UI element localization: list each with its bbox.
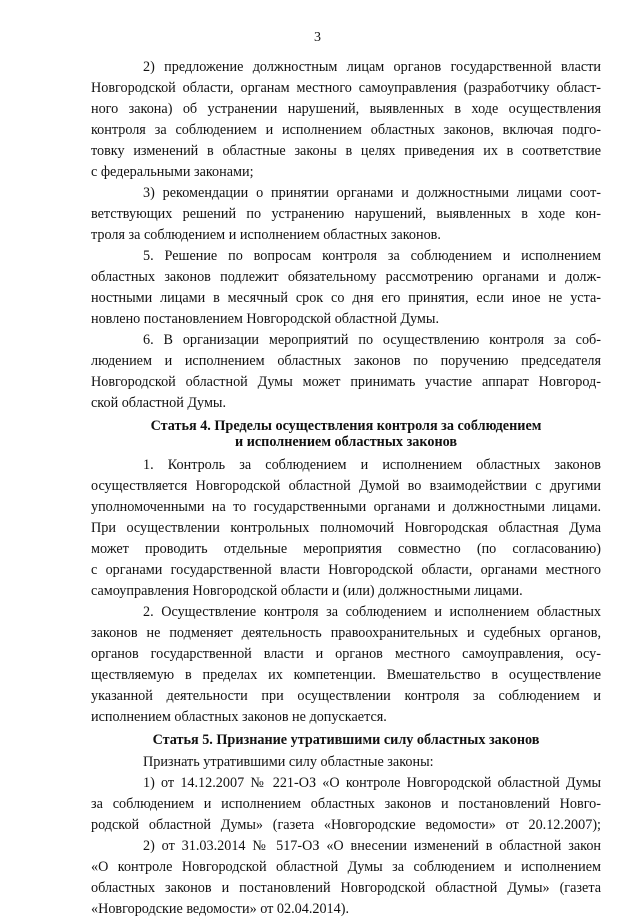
text-line: «О контроле Новгородской областной Думы за соблюдением и исполнением [91,859,601,875]
text-line: 2. Осуществление контроля за соблюдением и исполнением областных [143,604,601,620]
article-5-heading: Статья 5. Признание утратившими силу областных законов [152,732,540,748]
text-line: людением и исполнением областных законов по поручению председателя [91,353,601,369]
text-line: с федеральными законами; [91,164,254,180]
text-line: Признать утратившими силу областные законы: [143,754,434,770]
text-line: законов не подменяет деятельность правоохранительных и судебных органов, [91,625,601,641]
text-line: указанной деятельности при осуществлении контроля за соблюдением и [91,688,601,704]
text-line: ществляемую в пределах их компетенции. Вмешательство в осуществление [91,667,601,683]
text-line: товку изменений в областные законы в целях приведения их в соответствие [91,143,601,159]
text-line: осуществляется Новгородской областной Думой во взаимодействии с другими [91,478,601,494]
text-line: за соблюдением и исполнением областных законов и постановлений Новго- [91,796,601,812]
text-line: контроля за соблюдением и исполнением областных законов, включая подго- [91,122,601,138]
text-line: Новгородской областной Думы может принимать участие аппарат Новгород- [91,374,601,390]
text-line: ской областной Думы. [91,395,227,411]
text-line: 1) от 14.12.2007 № 221-ОЗ «О контроле Новгородской областной Думы [143,775,601,791]
text-line: 3) рекомендации о принятии органами и должностными лицами соот- [143,185,601,201]
text-line: с органами государственной власти Новгородской области, органами местного [91,562,601,578]
text-line: ного закона) об устранении нарушений, выявленных в ходе осуществления [91,101,601,117]
article-4-heading: Статья 4. Пределы осуществления контроля за соблюдением [150,418,542,434]
text-line: может проводить отдельные мероприятия совместно (по согласованию) [91,541,601,557]
text-line: родской областной Думы» (газета «Новгородские ведомости» от 20.12.2007); [91,817,601,833]
page-number: 3 [314,30,321,45]
text-line: областных законов подлежит обязательному рассмотрению органами и долж- [91,269,601,285]
text-line: областных законов и постановлений Новгородской областной Думы» (газета [91,880,601,896]
text-line: При осуществлении контрольных полномочий Новгородская областная Дума [91,520,601,536]
text-line: «Новгородские ведомости» от 02.04.2014). [91,901,350,917]
text-line: новлено постановлением Новгородской областной Думы. [91,311,439,327]
text-line: самоуправления Новгородской области и (или) должностными лицами. [91,583,523,599]
text-line: 6. В организации мероприятий по осуществлению контроля за соб- [143,332,601,348]
text-line: 5. Решение по вопросам контроля за соблюдением и исполнением [143,248,601,264]
text-line: троля за соблюдением и исполнением областных законов. [91,227,441,243]
text-line: ветствующих решений по устранению нарушений, выявленных в ходе кон- [91,206,601,222]
text-line: органов государственной власти и органов местного самоуправления, осу- [91,646,601,662]
text-line: Новгородской области, органам местного самоуправления (разработчику област- [91,80,601,96]
text-line: исполнением областных законов не допускается. [91,709,387,725]
text-line: уполномоченными на то государственными органами и должностными лицами. [91,499,601,515]
article-4-heading-cont: и исполнением областных законов [234,434,458,450]
text-line: 2) от 31.03.2014 № 517-ОЗ «О внесении изменений в областной закон [143,838,601,854]
text-line: 1. Контроль за соблюдением и исполнением областных законов [143,457,601,473]
text-line: 2) предложение должностным лицам органов государственной власти [143,59,601,75]
text-line: ностными лицами в месячный срок со дня его принятия, если иное не уста- [91,290,601,306]
